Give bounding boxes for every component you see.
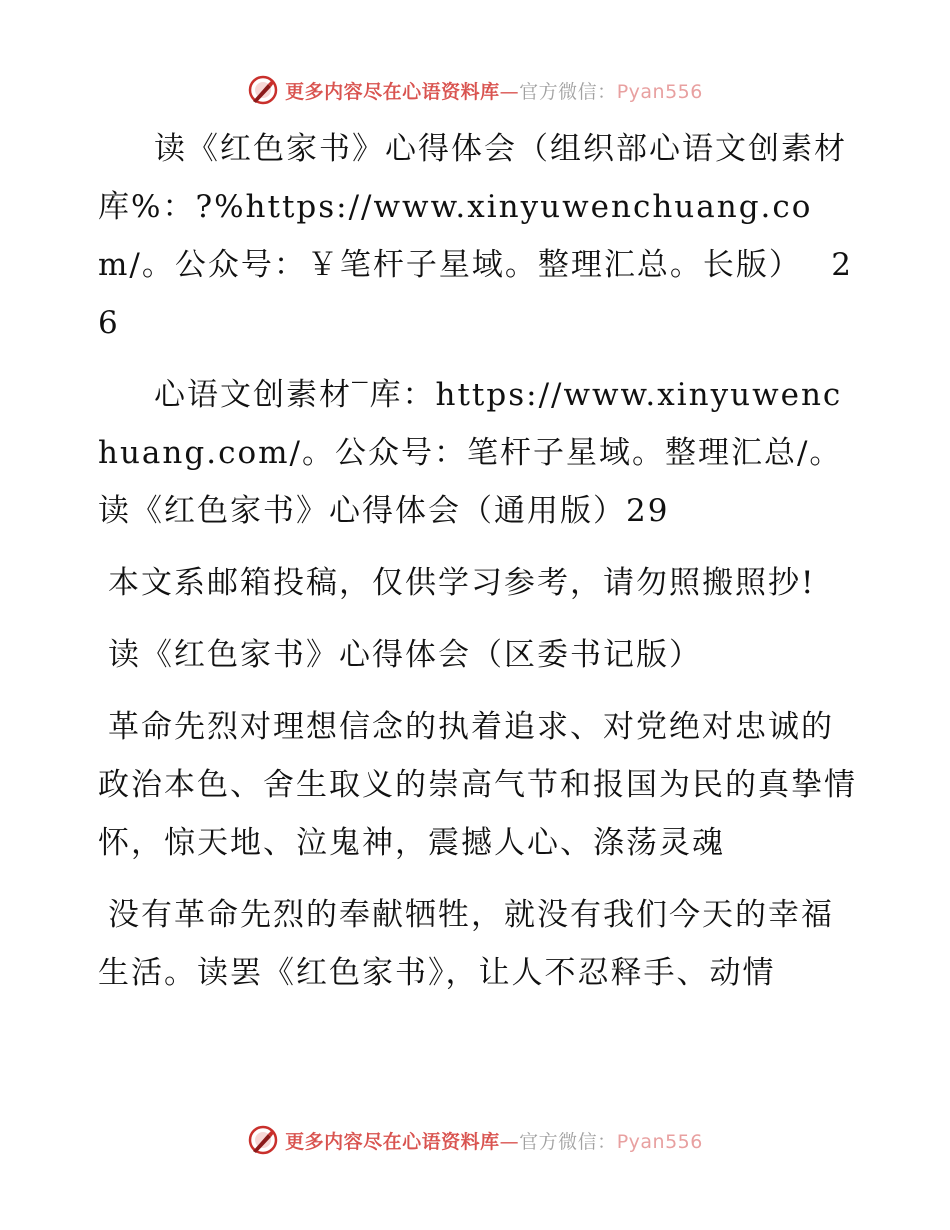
- footer-brand: 更多内容尽在心语资料库: [285, 1130, 500, 1153]
- paragraph-body-2: 没有革命先烈的奉献牺牲，就没有我们今天的幸福生活。读罢《红色家书》，让人不忍释手、动情: [98, 897, 834, 991]
- document-body: [98, 120, 858, 1016]
- footer-separator: —: [499, 1130, 520, 1153]
- paragraph-body-1: 革命先烈对理想信念的执着追求、对党绝对忠诚的政治本色、舍生取义的崇高气节和报国为民的真挚情怀，惊天地、泣鬼神，震撼人心、涤荡灵魂: [98, 709, 857, 861]
- logo-pen-icon: [247, 1124, 279, 1156]
- header-wechat-id: Pyan556: [616, 80, 703, 103]
- footer-banner: [0, 1120, 950, 1160]
- footer-banner-text: [285, 1127, 703, 1154]
- logo-pen-icon: [247, 74, 279, 106]
- footer-wechat-id: Pyan556: [616, 1130, 703, 1153]
- header-banner-text: [285, 77, 703, 104]
- header-wechat-label: 官方微信：: [519, 80, 617, 103]
- paragraph-disclaimer: 本文系邮箱投稿，仅供学习参考，请勿照搬照抄!: [108, 565, 816, 601]
- header-separator: —: [499, 80, 520, 103]
- section-title: 读《红色家书》心得体会（区委书记版）: [108, 637, 702, 673]
- paragraph-toc-1: 读《红色家书》心得体会（组织部心语文创素材库%：?%https://www.xinyuwenchuang.com/。公众号：￥笔杆子星域。整理汇总。长版） 26: [98, 131, 853, 341]
- footer-wechat-label: 官方微信：: [519, 1130, 617, 1153]
- header-brand: 更多内容尽在心语资料库: [285, 80, 500, 103]
- paragraph-toc-2: 心语文创素材‾库：https://www.xinyuwenchuang.com/。公众号：笔杆子星域。整理汇总/。读《红色家书》心得体会（通用版）29: [98, 377, 843, 529]
- header-banner: [0, 70, 950, 110]
